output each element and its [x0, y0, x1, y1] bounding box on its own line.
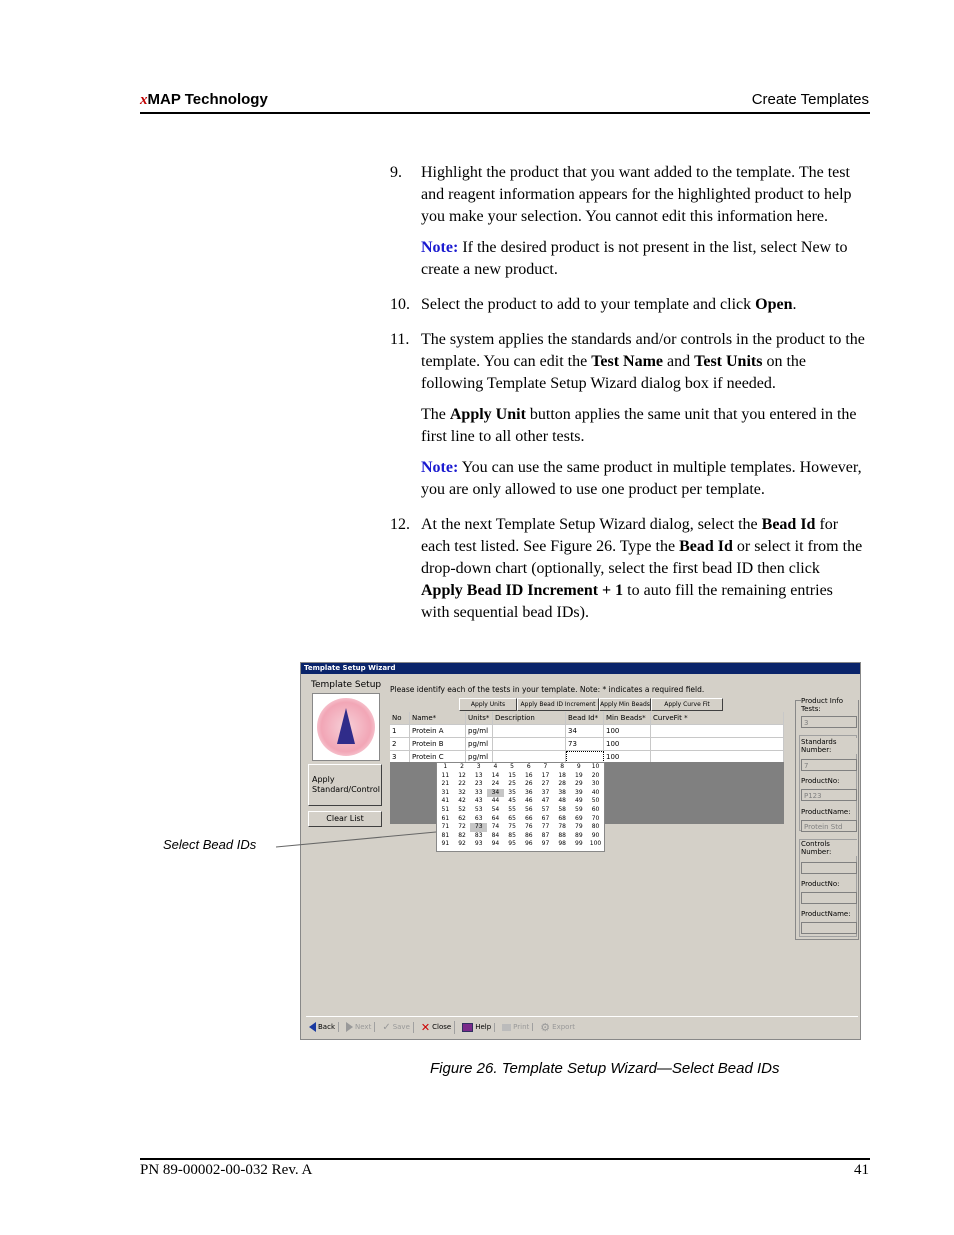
- wizard-toolbar: [306, 1016, 858, 1037]
- footer-page-number: 41: [854, 1162, 869, 1178]
- bead-id-option[interactable]: 6: [526, 763, 531, 770]
- bead-id-option[interactable]: 56: [524, 805, 533, 813]
- bead-id-option[interactable]: 62: [458, 814, 466, 822]
- bead-id-option[interactable]: 93: [474, 840, 483, 848]
- figure-caption: Figure 26. Template Setup Wizard—Select Bead IDs: [430, 1060, 780, 1077]
- bead-id-option[interactable]: 22: [458, 780, 466, 788]
- bead-id-option[interactable]: 49: [575, 797, 583, 805]
- picker-row: [437, 797, 604, 806]
- header-rule: [140, 112, 870, 114]
- bead-id-option[interactable]: 96: [524, 840, 533, 848]
- note-label: Note:: [421, 239, 459, 256]
- bead-id-option[interactable]: 11: [441, 771, 450, 779]
- table-row[interactable]: 3 Protein C pg/ml 100: [390, 751, 784, 764]
- picker-row: [437, 806, 604, 815]
- bead-id-option[interactable]: 92: [458, 840, 466, 848]
- controls-product-name-label: ProductName:: [801, 910, 851, 918]
- controls-product-name-field: [801, 922, 857, 934]
- bead-id-option[interactable]: 28: [558, 780, 566, 788]
- picker-row: [437, 763, 604, 772]
- bead-id-option[interactable]: 68: [558, 814, 566, 822]
- wizard-screenshot: [300, 662, 861, 1040]
- apply-units-button[interactable]: Apply Units: [459, 698, 517, 711]
- bead-id-option[interactable]: 42: [458, 797, 466, 805]
- note: [421, 237, 865, 281]
- bead-id-option[interactable]: 30: [591, 780, 600, 788]
- bead-id-option[interactable]: 25: [508, 780, 516, 788]
- bead-id-option[interactable]: 64: [491, 814, 500, 822]
- bead-id-option[interactable]: 44: [491, 797, 500, 805]
- step-12: [390, 514, 865, 624]
- bead-id-option[interactable]: 8: [560, 763, 565, 770]
- bead-id-option[interactable]: 1: [443, 763, 448, 770]
- apply-min-beads-button[interactable]: Apply Min Beads: [599, 698, 651, 711]
- bead-id-option[interactable]: 54: [491, 805, 500, 813]
- step-number: 9.: [390, 164, 402, 181]
- bead-id-option[interactable]: 40: [591, 788, 600, 796]
- bead-id-option[interactable]: 94: [491, 840, 500, 848]
- bead-id-option[interactable]: 97: [541, 840, 550, 848]
- product-name-field: Protein Std: [801, 820, 857, 832]
- bead-id-option[interactable]: 17: [541, 771, 550, 779]
- bead-id-option[interactable]: 14: [491, 771, 500, 779]
- bead-id-option[interactable]: 53: [474, 805, 483, 813]
- bead-id-option[interactable]: 13: [474, 771, 483, 779]
- bead-id-option[interactable]: 9: [576, 763, 581, 770]
- step-number: 11.: [390, 331, 410, 348]
- picker-row: [437, 780, 604, 789]
- bead-id-option[interactable]: 45: [508, 797, 516, 805]
- bead-id-option[interactable]: 2: [460, 763, 464, 770]
- apply-curve-fit-button[interactable]: Apply Curve Fit: [651, 698, 723, 711]
- bead-id-option[interactable]: 87: [541, 831, 550, 839]
- controls-product-no-field: [801, 892, 857, 904]
- bead-id-option[interactable]: 99: [575, 840, 583, 848]
- save-button[interactable]: ✓ Save: [379, 1022, 414, 1033]
- bead-id-option[interactable]: 84: [491, 831, 500, 839]
- print-button[interactable]: Print: [499, 1023, 533, 1031]
- note: [421, 457, 865, 501]
- bead-id-option[interactable]: 27: [541, 780, 550, 788]
- step-text: Select the product to add to your template and click Open.: [421, 296, 797, 313]
- bead-id-option[interactable]: 76: [524, 823, 533, 831]
- bead-id-option[interactable]: 79: [575, 823, 583, 831]
- bead-id-option[interactable]: 18: [558, 771, 566, 779]
- bead-id-option[interactable]: 47: [541, 797, 550, 805]
- controls-field: [801, 862, 857, 874]
- step-number: 10.: [390, 296, 410, 313]
- standards-label: Standards Number:: [801, 738, 858, 754]
- bead-id-option[interactable]: 61: [441, 814, 450, 822]
- footer-rule: [140, 1158, 870, 1160]
- bead-id-option[interactable]: 19: [575, 771, 583, 779]
- brand-rest: MAP Technology: [147, 91, 268, 108]
- bead-id-option[interactable]: 63: [474, 814, 483, 822]
- bead-id-option[interactable]: 50: [591, 797, 600, 805]
- bead-id-option[interactable]: 69: [575, 814, 583, 822]
- bead-id-option[interactable]: 33: [474, 788, 483, 796]
- tests-field: 3: [801, 716, 857, 728]
- apply-bead-increment-button[interactable]: Apply Bead ID Increment: [517, 698, 599, 711]
- table-row[interactable]: 2 Protein B pg/ml 73 100: [390, 738, 784, 751]
- bead-id-option[interactable]: 89: [575, 831, 583, 839]
- wizard-hat-icon: [337, 708, 355, 744]
- bead-id-option[interactable]: 41: [441, 797, 450, 805]
- note-label: Note:: [421, 459, 459, 476]
- bead-id-option[interactable]: 75: [508, 823, 516, 831]
- test-grid: [390, 712, 784, 764]
- clear-list-button[interactable]: Clear List: [308, 811, 382, 827]
- product-info-panel: [795, 697, 859, 940]
- bead-id-option[interactable]: 65: [508, 814, 516, 822]
- next-arrow-icon: [346, 1022, 353, 1032]
- bead-id-option[interactable]: 36: [524, 788, 533, 796]
- bead-id-option[interactable]: 70: [591, 814, 600, 822]
- bead-id-option[interactable]: 91: [441, 840, 450, 848]
- bead-id-option[interactable]: 58: [558, 805, 566, 813]
- book-icon: [462, 1023, 473, 1032]
- bead-id-option[interactable]: 74: [491, 823, 500, 831]
- bead-id-option[interactable]: 34: [487, 789, 504, 798]
- step-9: [390, 162, 865, 281]
- step-text: The system applies the standards and/or controls in the product to the template. You can edit the Test Name and Test Units on the following Template Setup Wizard dialog box if needed.: [421, 331, 865, 392]
- bead-id-option[interactable]: 3: [476, 763, 481, 770]
- grid-header: No Name* Units* Description Bead Id* Min Beads* CurveFit *: [390, 712, 784, 725]
- footer-part-number: PN 89-00002-00-032 Rev. A: [140, 1162, 313, 1178]
- bead-id-option[interactable]: 5: [510, 763, 514, 770]
- bead-id-option[interactable]: 90: [591, 831, 600, 839]
- bead-id-option[interactable]: 55: [508, 805, 516, 813]
- note-text: You can use the same product in multiple templates. However, you are only allowed to use one product per template.: [421, 459, 862, 498]
- picker-row: [437, 789, 604, 798]
- back-button[interactable]: Back: [306, 1022, 339, 1032]
- bead-id-option[interactable]: 26: [524, 780, 533, 788]
- bead-id-option[interactable]: 46: [524, 797, 533, 805]
- bead-id-option[interactable]: 20: [591, 771, 600, 779]
- bead-id-option[interactable]: 37: [541, 788, 550, 796]
- bead-id-option[interactable]: 85: [508, 831, 516, 839]
- step-text: At the next Template Setup Wizard dialog, select the Bead Id for each test listed. See Figure 26. Type the Bead Id or select it from the drop-down chart (optionally, select the first bead ID then click Apply Bead ID Increment + 1 to auto fill the remaining entries with sequential bead IDs).: [421, 516, 863, 621]
- product-name-label: ProductName:: [801, 808, 851, 816]
- bead-id-option[interactable]: 95: [508, 840, 516, 848]
- bead-id-option[interactable]: 100: [589, 840, 602, 848]
- wizard-logo: [312, 693, 380, 761]
- bead-id-option[interactable]: 12: [458, 771, 466, 779]
- bead-id-option[interactable]: 73: [470, 823, 487, 832]
- bead-id-option[interactable]: 51: [441, 805, 450, 813]
- callout-label: Select Bead IDs: [163, 837, 257, 852]
- bead-id-option[interactable]: 35: [508, 788, 516, 796]
- bead-id-option[interactable]: 83: [474, 831, 483, 839]
- table-row[interactable]: 1 Protein A pg/ml 34 100: [390, 725, 784, 738]
- picker-row: [437, 832, 604, 841]
- panel-title: Template Setup: [311, 680, 382, 690]
- bead-id-option[interactable]: 81: [441, 831, 450, 839]
- controls-product-no-label: ProductNo:: [801, 880, 840, 888]
- product-no-field: P123: [801, 789, 857, 801]
- bead-id-option[interactable]: 31: [441, 788, 450, 796]
- product-no-label: ProductNo:: [801, 777, 840, 785]
- bead-id-option[interactable]: 72: [458, 823, 466, 831]
- bead-id-option[interactable]: 59: [575, 805, 583, 813]
- bead-id-option[interactable]: 77: [541, 823, 550, 831]
- next-button[interactable]: Next: [343, 1022, 375, 1032]
- close-button[interactable]: ✕ Close: [418, 1021, 455, 1034]
- bead-id-option[interactable]: 48: [558, 797, 566, 805]
- bead-id-option[interactable]: 38: [558, 788, 566, 796]
- step-text: Highlight the product that you want added to the template. The test and reagent information appears for the highlighted product to help you make your selection. You cannot edit this information here.: [421, 164, 852, 225]
- bead-id-option[interactable]: 24: [491, 780, 500, 788]
- step-10: [390, 294, 865, 316]
- instructions: [390, 162, 865, 637]
- bead-id-option[interactable]: 71: [441, 823, 450, 831]
- bead-id-option[interactable]: 43: [474, 797, 483, 805]
- help-button[interactable]: Help: [459, 1023, 495, 1032]
- bead-id-option[interactable]: 39: [575, 788, 583, 796]
- bead-id-option[interactable]: 66: [524, 814, 533, 822]
- picker-row: [437, 840, 604, 849]
- step-number: 12.: [390, 516, 410, 533]
- bead-id-option[interactable]: 4: [493, 763, 498, 770]
- note-text: If the desired product is not present in the list, select New to create a new product.: [421, 239, 848, 278]
- close-icon: ✕: [420, 1020, 431, 1034]
- bead-id-option[interactable]: 88: [558, 831, 566, 839]
- bead-id-option[interactable]: 21: [441, 780, 450, 788]
- bead-id-option[interactable]: 80: [591, 823, 600, 831]
- bead-id-option[interactable]: 86: [524, 831, 533, 839]
- bead-id-option[interactable]: 32: [458, 788, 466, 796]
- bead-id-option[interactable]: 60: [591, 805, 600, 813]
- header-section: Create Templates: [751, 91, 869, 108]
- window-title: Template Setup Wizard: [301, 663, 860, 674]
- brand-x: x: [140, 92, 148, 108]
- standards-field: 7: [801, 759, 857, 771]
- bead-id-option[interactable]: 16: [524, 771, 533, 779]
- back-arrow-icon: [309, 1022, 316, 1032]
- instruction-text: Please identify each of the tests in your template. Note: * indicates a required field.: [390, 685, 705, 694]
- check-icon: ✓: [382, 1021, 391, 1033]
- bead-id-option[interactable]: 82: [458, 831, 466, 839]
- bead-id-option[interactable]: 29: [575, 780, 583, 788]
- picker-row: [437, 772, 604, 781]
- step-paragraph: The Apply Unit button applies the same unit that you entered in the first line to all other tests.: [421, 406, 857, 445]
- bead-id-option[interactable]: 98: [558, 840, 566, 848]
- bead-id-option[interactable]: 57: [541, 805, 550, 813]
- bead-id-option[interactable]: 15: [508, 771, 516, 779]
- picker-row: [437, 815, 604, 824]
- export-button[interactable]: ⚙ Export: [540, 1020, 576, 1034]
- bead-id-option[interactable]: 67: [541, 814, 550, 822]
- picker-row: [437, 823, 604, 832]
- step-11: [390, 329, 865, 501]
- bead-id-option[interactable]: 52: [458, 805, 466, 813]
- bead-id-option[interactable]: 7: [543, 763, 548, 770]
- bead-id-option[interactable]: 78: [558, 823, 566, 831]
- bead-id-option[interactable]: 23: [474, 780, 483, 788]
- gear-icon: ⚙: [540, 1020, 551, 1034]
- bead-id-picker[interactable]: [436, 762, 605, 852]
- bead-id-option[interactable]: 10: [591, 763, 600, 770]
- apply-standard-button[interactable]: Apply Standard/Control: [308, 764, 382, 806]
- printer-icon: [502, 1024, 511, 1031]
- header-brand: [140, 91, 268, 109]
- controls-label: Controls Number:: [801, 840, 858, 856]
- product-info-label: Product Info Tests:: [801, 697, 858, 713]
